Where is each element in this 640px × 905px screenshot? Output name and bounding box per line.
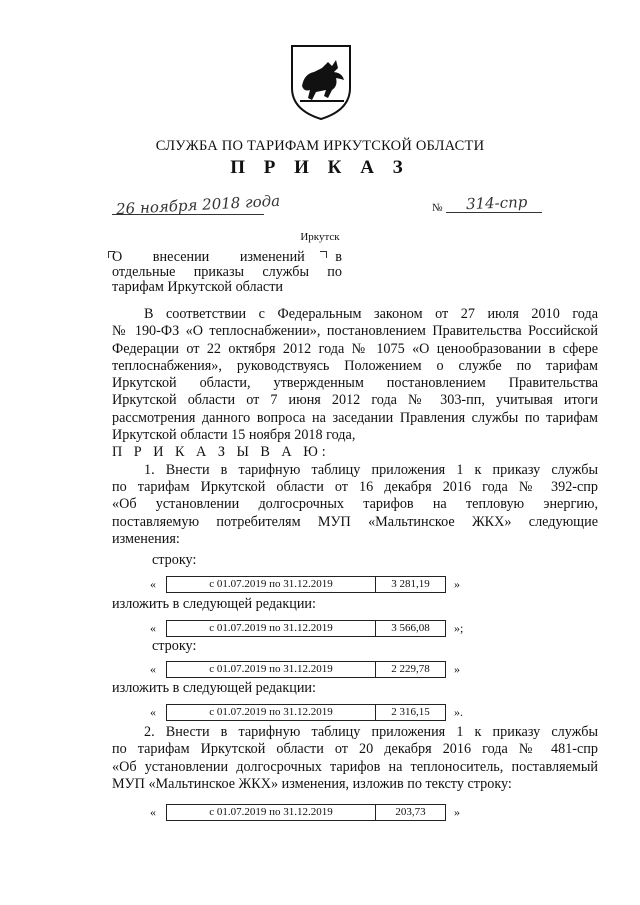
tariff-table-row	[166, 804, 446, 821]
tariff-table-row	[166, 620, 446, 637]
tariff-table-row	[166, 661, 446, 678]
item1-line: «Об установлении долгосрочных тарифов на тепловую энергию,	[112, 496, 598, 513]
row-close-quote: »	[454, 662, 460, 676]
organization-name: СЛУЖБА ПО ТАРИФАМ ИРКУТСКОЙ ОБЛАСТИ	[155, 138, 485, 154]
preamble-line: Иркутской области от 7 июня 2012 года № 303-пп, учитывая итоги	[112, 392, 598, 409]
document-title: П Р И К А З	[230, 157, 410, 178]
item2	[112, 724, 598, 793]
replace-label-2	[112, 680, 598, 697]
preamble-line: Иркутской области 15 ноября 2018 года,	[112, 427, 356, 444]
period-cell: с 01.07.2019 по 31.12.2019	[209, 578, 333, 590]
handwritten-number: 314-спр	[465, 192, 528, 214]
subject-line: тарифам Иркутской области	[112, 279, 283, 295]
row-close-quote: »	[454, 805, 460, 819]
preamble-line: рассмотрения данного вопроса на заседании Правления службы по тарифам	[112, 409, 598, 426]
replace-text: изложить в следующей редакции:	[112, 596, 316, 612]
period-cell: с 01.07.2019 по 31.12.2019	[209, 706, 333, 718]
row-close-quote: »;	[454, 621, 464, 635]
number-label: №	[432, 202, 443, 214]
period-cell: с 01.07.2019 по 31.12.2019	[209, 663, 333, 675]
row-label-2	[112, 638, 598, 655]
item1-line: поставляемую потребителям МУП «Мальтинское ЖКХ» следующие	[112, 513, 598, 530]
subject-line: О внесении изменений в	[112, 249, 342, 265]
row-open-quote: «	[150, 577, 156, 591]
preamble-line: В соответствии с Федеральным законом от 27 июля 2010 года	[144, 306, 598, 322]
tariff-table-row	[166, 704, 446, 721]
row-word: строку:	[152, 552, 197, 568]
preamble-line: Федерации от 22 октября 2012 года № 1075 «О ценообразовании в сфере	[112, 340, 598, 357]
period-cell: с 01.07.2019 по 31.12.2019	[209, 806, 333, 818]
item1-line: по тарифам Иркутской области от 16 декабря 2016 года № 392-спр	[112, 478, 598, 495]
item2-line: по тарифам Иркутской области от 20 декабря 2016 года № 481-спр	[112, 741, 598, 758]
coat-of-arms-icon	[288, 42, 354, 122]
item1-line: изменения:	[112, 530, 180, 547]
document-body	[112, 306, 598, 548]
item2-line: «Об установлении долгосрочных тарифов на теплоноситель, поставляемый	[112, 758, 598, 775]
value-cell: 2 316,15	[391, 706, 430, 718]
value-cell: 3 281,19	[391, 578, 430, 590]
row-close-quote: »	[454, 577, 460, 591]
order-word: П Р И К А З Ы В А Ю:	[112, 444, 330, 461]
date-underline	[112, 214, 264, 215]
value-cell: 3 566,08	[391, 622, 430, 634]
item2-line: МУП «Мальтинское ЖКХ» изменения, изложив по тексту строку:	[112, 775, 512, 792]
row-open-quote: «	[150, 705, 156, 719]
row-label-1	[112, 552, 598, 569]
document-subject	[112, 250, 342, 295]
value-cell: 203,73	[395, 806, 426, 818]
row-word: строку:	[152, 638, 197, 654]
row-close-quote: ».	[454, 705, 463, 719]
row-open-quote: «	[150, 621, 156, 635]
value-cell: 2 229,78	[391, 663, 430, 675]
preamble-line: № 190-ФЗ «О теплоснабжении», постановлением Правительства Российской	[112, 323, 598, 340]
city: Иркутск	[300, 231, 340, 243]
row-open-quote: «	[150, 662, 156, 676]
subject-line: отдельные приказы службы по	[112, 264, 342, 280]
row-open-quote: «	[150, 805, 156, 819]
preamble-line: Иркутской области, утвержденным постановлением Правительства	[112, 375, 598, 392]
handwritten-date: 26 ноября 2018 года	[115, 191, 281, 219]
preamble-line: теплоснабжения», руководствуясь Положением о службе по тарифам	[112, 357, 598, 374]
item2-line: 2. Внести в тарифную таблицу приложения 1 к приказу службы	[144, 724, 598, 740]
period-cell: с 01.07.2019 по 31.12.2019	[209, 622, 333, 634]
replace-label-1	[112, 596, 598, 613]
item1-line: 1. Внести в тарифную таблицу приложения 1 к приказу службы	[144, 461, 598, 478]
replace-text: изложить в следующей редакции:	[112, 680, 316, 696]
number-underline	[446, 212, 542, 213]
tariff-table-row	[166, 576, 446, 593]
